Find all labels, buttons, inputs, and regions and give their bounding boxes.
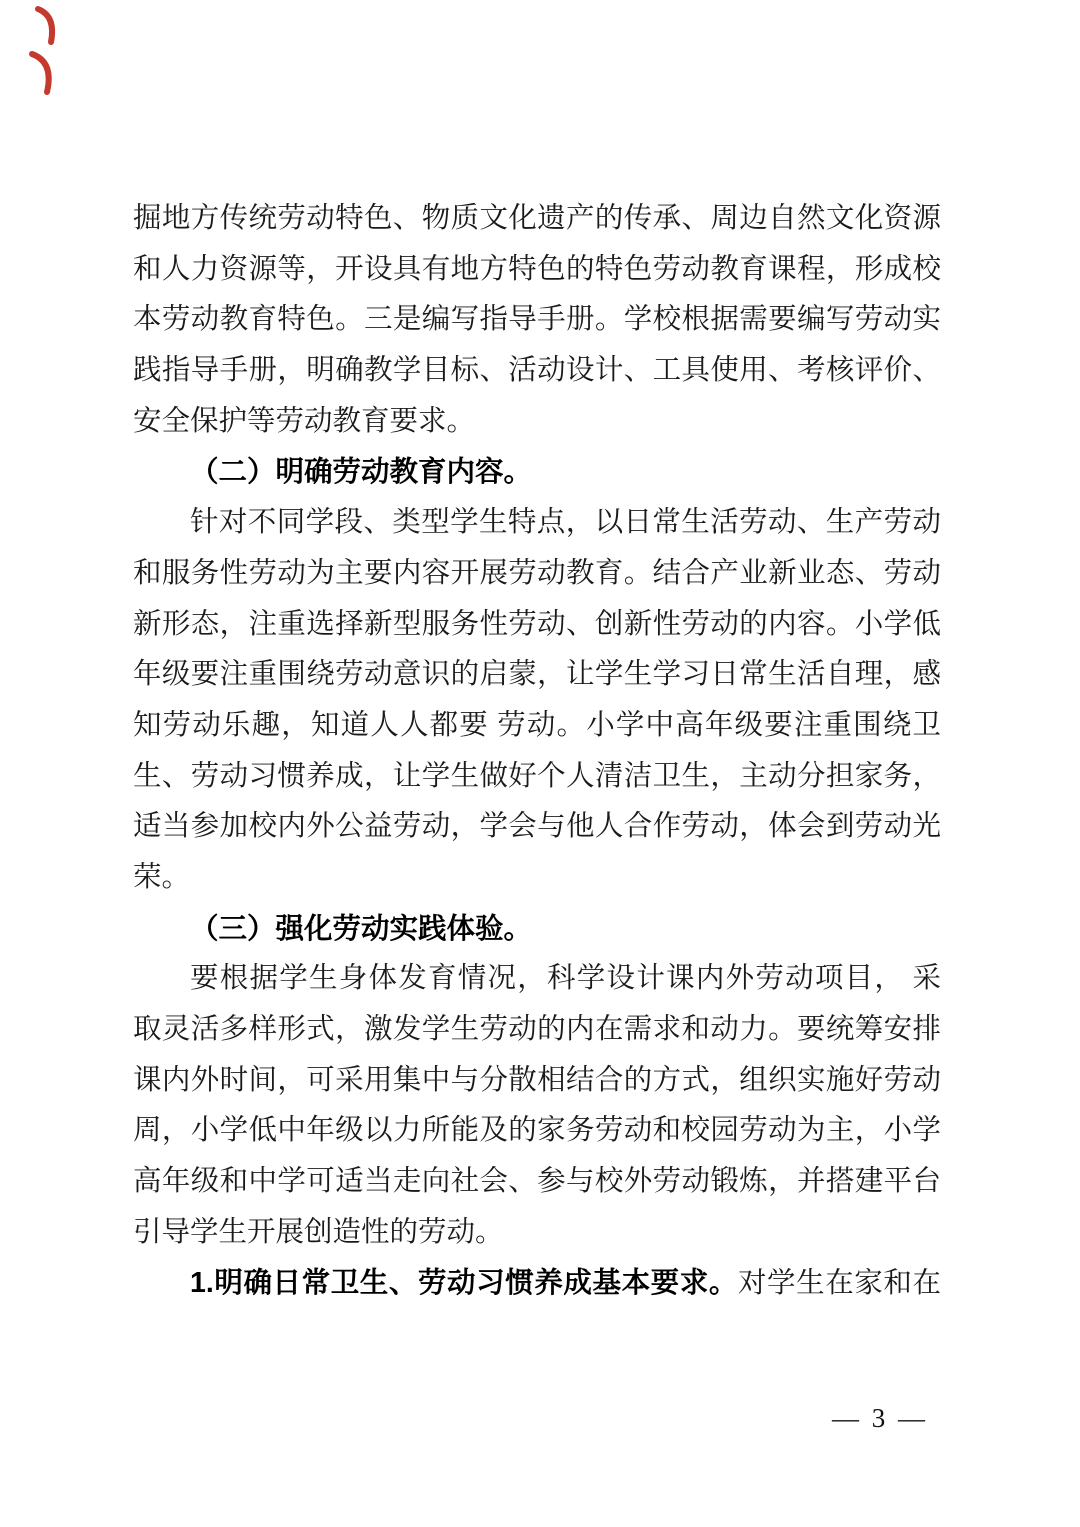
red-pen-mark-stroke [32,54,49,92]
red-pen-mark-stroke [38,9,52,42]
text-line: 取灵活多样形式，激发学生劳动的内在需求和动力。要统筹安排 [133,1014,941,1045]
section-heading: （二）明确劳动教育内容。 [190,456,533,489]
text-line: 要根据学生身体发育情况，科学设计课内外劳动项目， 采 [190,963,941,995]
text-line: 和人力资源等，开设具有地方特色的特色劳动教育课程，形成校 [133,253,941,285]
text-run: 对学生在家和在 [737,1268,941,1300]
text-line: 高年级和中学可适当走向社会、参与校外劳动锻炼，并搭建平台 [133,1166,941,1198]
text-line: 新形态，注重选择新型服务性劳动、创新性劳动的内容。小学低 [133,608,941,640]
text-line: 践指导手册，明确教学目标、活动设计、工具使用、考核评价、 [133,355,941,387]
text-line: 和服务性劳动为主要内容开展劳动教育。结合产业新业态、劳动 [133,557,941,589]
text-line: 课内外时间，可采用集中与分散相结合的方式，组织实施好劳动 [133,1064,941,1096]
text-line: 引导学生开展创造性的劳动。 [133,1216,504,1248]
text-line: 适当参加校内外公益劳动，学会与他人合作劳动，体会到劳动光 [133,811,941,843]
text-line: 掘地方传统劳动特色、物质文化遗产的传承、周边自然文化资源 [133,203,941,234]
section-heading: （三）强化劳动实践体验。 [190,912,533,945]
numbered-point-heading: 1.明确日常卫生、劳动习惯养成基本要求。 [190,1267,738,1300]
text-line: 针对不同学段、类型学生特点，以日常生活劳动、生产劳动 [190,507,941,539]
document-body [133,194,941,1309]
text-line: 生、劳动习惯养成，让学生做好个人清洁卫生，主动分担家务， [133,760,941,792]
text-line: 荣。 [133,861,191,893]
text-line [133,1258,941,1309]
red-pen-marks [24,2,68,98]
text-line: 周，小学低中年级以力所能及的家务劳动和校园劳动为主，小学 [133,1115,941,1147]
page-number: — 3 — [832,1403,928,1433]
text-line: 安全保护等劳动教育要求。 [133,405,476,437]
text-line: 本劳动教育特色。三是编写指导手册。学校根据需要编写劳动实 [133,304,941,336]
text-line: 年级要注重围绕劳动意识的启蒙，让学生学习日常生活自理，感 [133,659,941,691]
text-line: 知劳动乐趣，知道人人都要 劳动。小学中高年级要注重围绕卫 [133,709,941,741]
